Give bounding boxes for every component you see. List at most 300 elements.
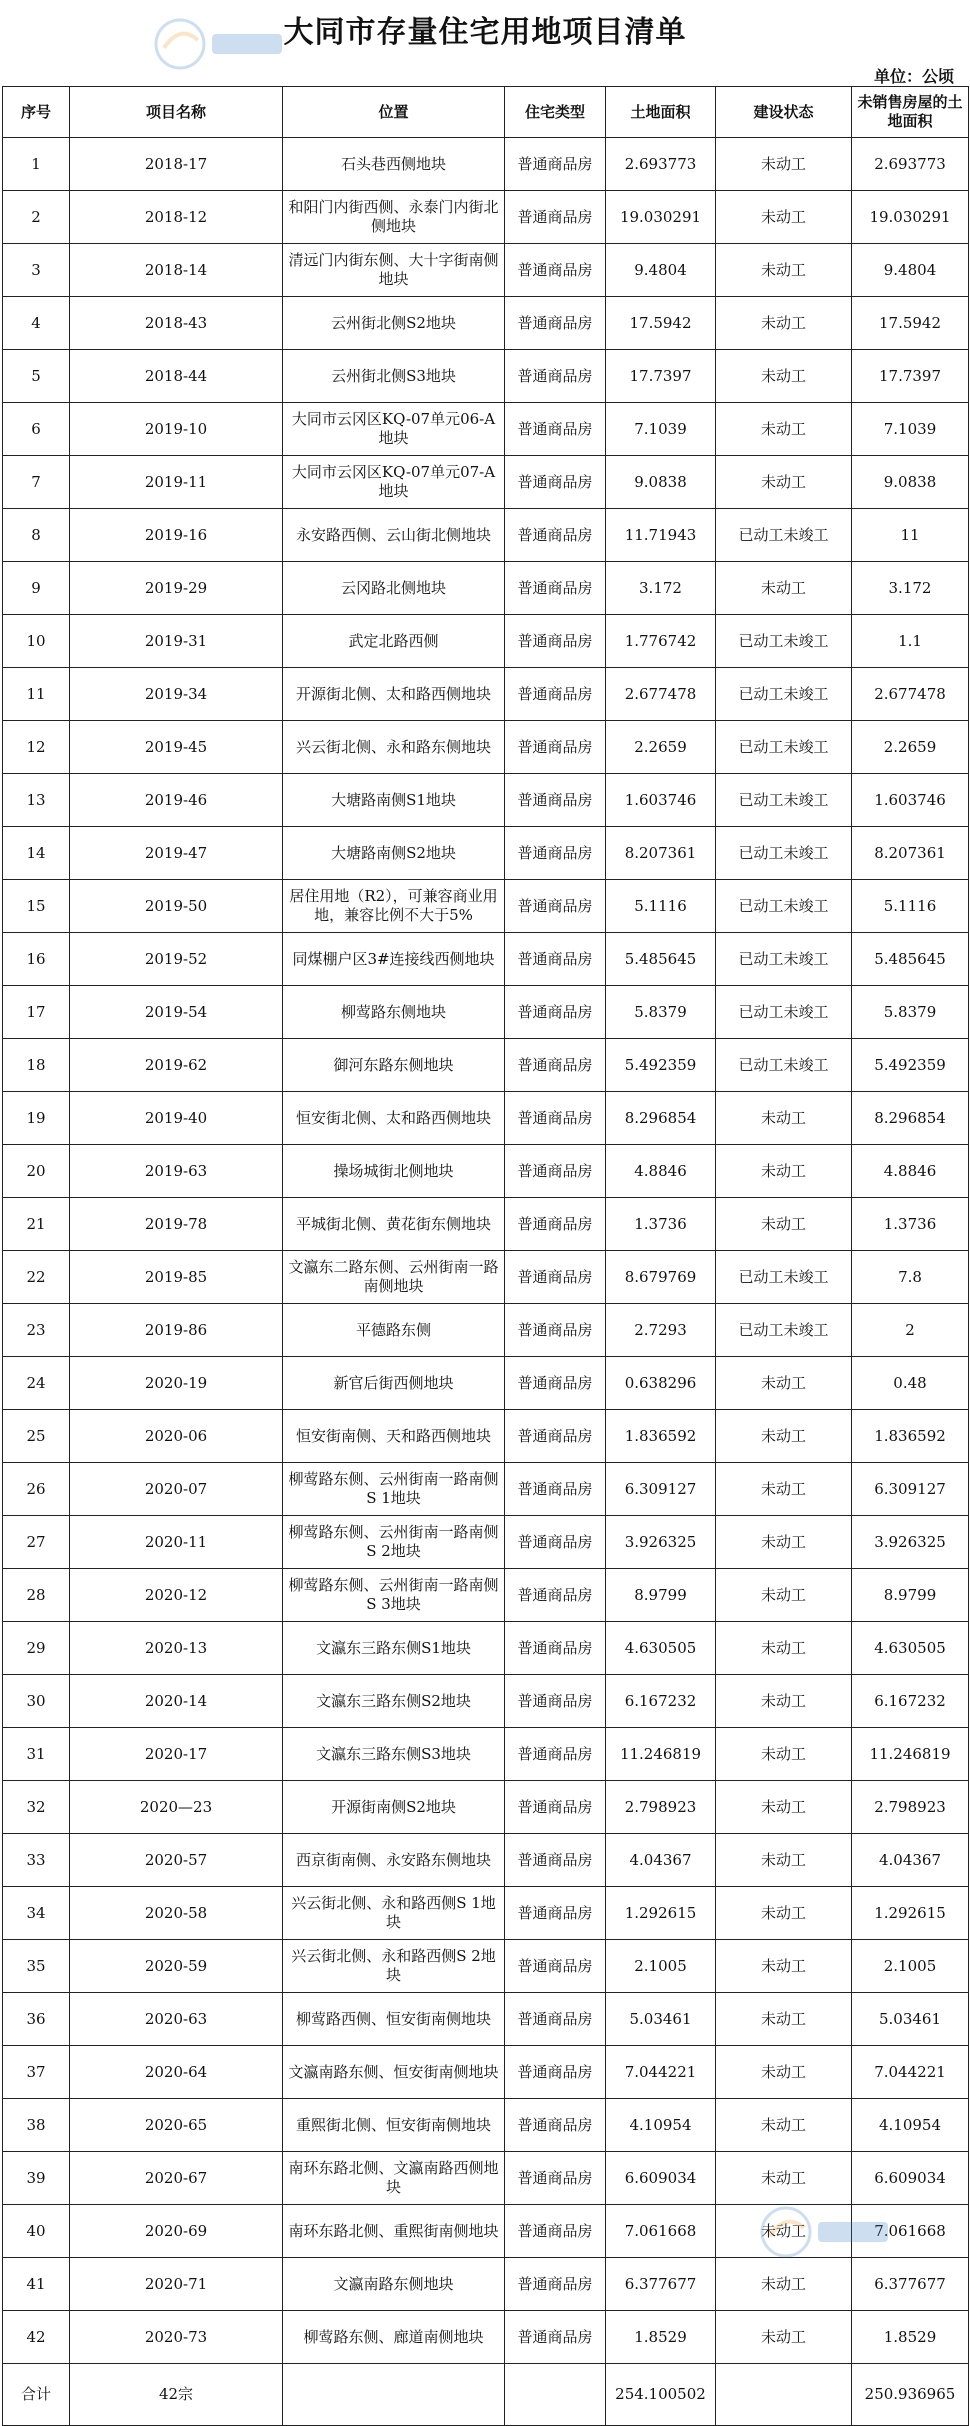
- cell-unsold: 17.7397: [852, 350, 969, 403]
- cell-unsold: 4.04367: [852, 1834, 969, 1887]
- cell-location: 文瀛东三路东侧S1地块: [283, 1622, 505, 1675]
- cell-location: 清远门内街东侧、大十字街南侧地块: [283, 244, 505, 297]
- cell-unsold: 1.8529: [852, 2311, 969, 2364]
- cell-unsold: 8.9799: [852, 1569, 969, 1622]
- table-row: [3, 2046, 969, 2099]
- cell-status: 未动工: [716, 1357, 852, 1410]
- cell-location: 柳莺路东侧地块: [283, 986, 505, 1039]
- cell-unsold: 2.677478: [852, 668, 969, 721]
- cell-area: 9.0838: [606, 456, 716, 509]
- cell-location: 恒安街南侧、天和路西侧地块: [283, 1410, 505, 1463]
- table-row: [3, 827, 969, 880]
- cell-project: 2020-17: [70, 1728, 283, 1781]
- cell-unsold: 17.5942: [852, 297, 969, 350]
- cell-area: 2.1005: [606, 1940, 716, 1993]
- cell-unsold: 6.377677: [852, 2258, 969, 2311]
- cell-area: 9.4804: [606, 244, 716, 297]
- cell-unsold: 7.061668: [852, 2205, 969, 2258]
- cell-type: 普通商品房: [505, 191, 606, 244]
- cell-area: 1.776742: [606, 615, 716, 668]
- total-location: [283, 2364, 505, 2426]
- cell-location: 文瀛南路东侧、恒安街南侧地块: [283, 2046, 505, 2099]
- cell-area: 17.5942: [606, 297, 716, 350]
- cell-project: 2019-46: [70, 774, 283, 827]
- cell-index: 17: [3, 986, 70, 1039]
- cell-unsold: 4.630505: [852, 1622, 969, 1675]
- table-row: [3, 2205, 969, 2258]
- table-row: [3, 1357, 969, 1410]
- table-row: [3, 1463, 969, 1516]
- cell-project: 2018-43: [70, 297, 283, 350]
- cell-area: 19.030291: [606, 191, 716, 244]
- cell-type: 普通商品房: [505, 1940, 606, 1993]
- table-row: [3, 1410, 969, 1463]
- cell-status: 未动工: [716, 1463, 852, 1516]
- cell-area: 2.677478: [606, 668, 716, 721]
- cell-unsold: 4.10954: [852, 2099, 969, 2152]
- cell-project: 2019-47: [70, 827, 283, 880]
- cell-project: 2019-78: [70, 1198, 283, 1251]
- cell-unsold: 7.8: [852, 1251, 969, 1304]
- cell-location: 兴云街北侧、永和路东侧地块: [283, 721, 505, 774]
- cell-index: 38: [3, 2099, 70, 2152]
- cell-area: 8.207361: [606, 827, 716, 880]
- table-row: [3, 1569, 969, 1622]
- cell-status: 未动工: [716, 297, 852, 350]
- cell-status: 未动工: [716, 1092, 852, 1145]
- cell-status: 未动工: [716, 456, 852, 509]
- cell-project: 2019-50: [70, 880, 283, 933]
- cell-unsold: 7.1039: [852, 403, 969, 456]
- cell-project: 2020-71: [70, 2258, 283, 2311]
- cell-type: 普通商品房: [505, 1357, 606, 1410]
- cell-location: 开源街北侧、太和路西侧地块: [283, 668, 505, 721]
- cell-project: 2020-12: [70, 1569, 283, 1622]
- cell-status: 未动工: [716, 1887, 852, 1940]
- cell-type: 普通商品房: [505, 138, 606, 191]
- cell-unsold: 6.167232: [852, 1675, 969, 1728]
- cell-project: 2020-13: [70, 1622, 283, 1675]
- cell-index: 19: [3, 1092, 70, 1145]
- cell-area: 6.309127: [606, 1463, 716, 1516]
- cell-location: 云州街北侧S3地块: [283, 350, 505, 403]
- cell-project: 2020-14: [70, 1675, 283, 1728]
- cell-project: 2020-64: [70, 2046, 283, 2099]
- unit-label: 单位：公顷: [873, 67, 954, 86]
- cell-type: 普通商品房: [505, 509, 606, 562]
- cell-area: 8.679769: [606, 1251, 716, 1304]
- cell-location: 大塘路南侧S1地块: [283, 774, 505, 827]
- cell-status: 未动工: [716, 1198, 852, 1251]
- cell-project: 2018-12: [70, 191, 283, 244]
- cell-index: 18: [3, 1039, 70, 1092]
- cell-area: 5.03461: [606, 1993, 716, 2046]
- cell-index: 7: [3, 456, 70, 509]
- cell-location: 开源街南侧S2地块: [283, 1781, 505, 1834]
- cell-project: 2020-67: [70, 2152, 283, 2205]
- cell-type: 普通商品房: [505, 827, 606, 880]
- total-land-area: 254.100502: [606, 2364, 716, 2426]
- cell-location: 同煤棚户区3#连接线西侧地块: [283, 933, 505, 986]
- cell-project: 2020-59: [70, 1940, 283, 1993]
- cell-project: 2019-31: [70, 615, 283, 668]
- cell-index: 4: [3, 297, 70, 350]
- cell-type: 普通商品房: [505, 297, 606, 350]
- cell-type: 普通商品房: [505, 1304, 606, 1357]
- cell-project: 2019-86: [70, 1304, 283, 1357]
- cell-unsold: 2.1005: [852, 1940, 969, 1993]
- cell-status: 已动工未竣工: [716, 880, 852, 933]
- cell-index: 8: [3, 509, 70, 562]
- cell-status: 未动工: [716, 2205, 852, 2258]
- cell-index: 22: [3, 1251, 70, 1304]
- cell-location: 恒安街北侧、太和路西侧地块: [283, 1092, 505, 1145]
- cell-index: 11: [3, 668, 70, 721]
- cell-status: 已动工未竣工: [716, 1304, 852, 1357]
- table-row: [3, 350, 969, 403]
- cell-index: 36: [3, 1993, 70, 2046]
- cell-index: 42: [3, 2311, 70, 2364]
- cell-location: 兴云街北侧、永和路西侧S 1地块: [283, 1887, 505, 1940]
- table-row: [3, 880, 969, 933]
- cell-unsold: 6.309127: [852, 1463, 969, 1516]
- cell-project: 2019-54: [70, 986, 283, 1039]
- cell-unsold: 8.207361: [852, 827, 969, 880]
- cell-index: 3: [3, 244, 70, 297]
- table-row: [3, 1781, 969, 1834]
- land-table: [2, 86, 969, 2426]
- cell-project: 2020-06: [70, 1410, 283, 1463]
- cell-unsold: 6.609034: [852, 2152, 969, 2205]
- cell-location: 柳莺路东侧、云州街南一路南侧S 3地块: [283, 1569, 505, 1622]
- cell-unsold: 0.48: [852, 1357, 969, 1410]
- cell-location: 南环东路北侧、重熙街南侧地块: [283, 2205, 505, 2258]
- cell-area: 6.609034: [606, 2152, 716, 2205]
- cell-area: 7.1039: [606, 403, 716, 456]
- cell-status: 已动工未竣工: [716, 933, 852, 986]
- cell-location: 大同市云冈区KQ-07单元06-A地块: [283, 403, 505, 456]
- table-row: [3, 1145, 969, 1198]
- cell-status: 未动工: [716, 2258, 852, 2311]
- cell-area: 4.8846: [606, 1145, 716, 1198]
- cell-index: 41: [3, 2258, 70, 2311]
- cell-project: 2019-63: [70, 1145, 283, 1198]
- cell-location: 南环东路北侧、文瀛南路西侧地块: [283, 2152, 505, 2205]
- cell-index: 39: [3, 2152, 70, 2205]
- cell-project: 2020-07: [70, 1463, 283, 1516]
- cell-unsold: 5.03461: [852, 1993, 969, 2046]
- table-row: [3, 191, 969, 244]
- cell-unsold: 1.1: [852, 615, 969, 668]
- cell-project: 2018-17: [70, 138, 283, 191]
- cell-status: 未动工: [716, 350, 852, 403]
- total-row: [3, 2364, 969, 2426]
- header-type: 住宅类型: [505, 87, 606, 138]
- cell-status: 已动工未竣工: [716, 986, 852, 1039]
- header-row: [3, 87, 969, 138]
- cell-status: 已动工未竣工: [716, 1251, 852, 1304]
- cell-project: 2020-58: [70, 1887, 283, 1940]
- cell-index: 33: [3, 1834, 70, 1887]
- cell-location: 大同市云冈区KQ-07单元07-A地块: [283, 456, 505, 509]
- header-project: 项目名称: [70, 87, 283, 138]
- cell-project: 2020—23: [70, 1781, 283, 1834]
- cell-type: 普通商品房: [505, 2205, 606, 2258]
- cell-type: 普通商品房: [505, 1410, 606, 1463]
- cell-location: 柳莺路西侧、恒安街南侧地块: [283, 1993, 505, 2046]
- cell-area: 8.296854: [606, 1092, 716, 1145]
- table-row: [3, 1993, 969, 2046]
- cell-type: 普通商品房: [505, 880, 606, 933]
- cell-area: 1.3736: [606, 1198, 716, 1251]
- cell-project: 2020-65: [70, 2099, 283, 2152]
- cell-index: 24: [3, 1357, 70, 1410]
- cell-index: 15: [3, 880, 70, 933]
- cell-type: 普通商品房: [505, 1622, 606, 1675]
- cell-type: 普通商品房: [505, 933, 606, 986]
- header-area: 土地面积: [606, 87, 716, 138]
- cell-project: 2019-52: [70, 933, 283, 986]
- cell-location: 操场城街北侧地块: [283, 1145, 505, 1198]
- table-row: [3, 1728, 969, 1781]
- cell-status: 未动工: [716, 1622, 852, 1675]
- cell-index: 32: [3, 1781, 70, 1834]
- table-row: [3, 774, 969, 827]
- cell-type: 普通商品房: [505, 1993, 606, 2046]
- table-row: [3, 1092, 969, 1145]
- cell-index: 5: [3, 350, 70, 403]
- cell-project: 2019-45: [70, 721, 283, 774]
- cell-index: 12: [3, 721, 70, 774]
- header-status: 建设状态: [716, 87, 852, 138]
- cell-project: 2020-57: [70, 1834, 283, 1887]
- cell-unsold: 3.172: [852, 562, 969, 615]
- cell-type: 普通商品房: [505, 2311, 606, 2364]
- cell-type: 普通商品房: [505, 2258, 606, 2311]
- cell-area: 4.10954: [606, 2099, 716, 2152]
- table-row: [3, 1251, 969, 1304]
- cell-project: 2018-14: [70, 244, 283, 297]
- cell-type: 普通商品房: [505, 615, 606, 668]
- cell-type: 普通商品房: [505, 1675, 606, 1728]
- cell-type: 普通商品房: [505, 1463, 606, 1516]
- cell-status: 已动工未竣工: [716, 774, 852, 827]
- table-row: [3, 1304, 969, 1357]
- cell-type: 普通商品房: [505, 456, 606, 509]
- cell-type: 普通商品房: [505, 1569, 606, 1622]
- cell-location: 石头巷西侧地块: [283, 138, 505, 191]
- cell-area: 5.492359: [606, 1039, 716, 1092]
- cell-location: 重熙街北侧、恒安街南侧地块: [283, 2099, 505, 2152]
- table-row: [3, 297, 969, 350]
- cell-index: 23: [3, 1304, 70, 1357]
- total-count: 42宗: [70, 2364, 283, 2426]
- cell-type: 普通商品房: [505, 2152, 606, 2205]
- cell-unsold: 1.836592: [852, 1410, 969, 1463]
- cell-type: 普通商品房: [505, 1198, 606, 1251]
- cell-status: 未动工: [716, 2311, 852, 2364]
- cell-project: 2019-16: [70, 509, 283, 562]
- cell-location: 文瀛东三路东侧S2地块: [283, 1675, 505, 1728]
- cell-unsold: 11.246819: [852, 1728, 969, 1781]
- cell-area: 7.061668: [606, 2205, 716, 2258]
- cell-status: 未动工: [716, 1569, 852, 1622]
- cell-status: 已动工未竣工: [716, 827, 852, 880]
- cell-status: 未动工: [716, 2152, 852, 2205]
- table-row: [3, 1940, 969, 1993]
- table-row: [3, 1675, 969, 1728]
- cell-type: 普通商品房: [505, 668, 606, 721]
- cell-location: 和阳门内街西侧、永泰门内街北侧地块: [283, 191, 505, 244]
- header-location: 位置: [283, 87, 505, 138]
- table-row: [3, 1198, 969, 1251]
- cell-unsold: 9.0838: [852, 456, 969, 509]
- total-type: [505, 2364, 606, 2426]
- cell-project: 2019-34: [70, 668, 283, 721]
- cell-unsold: 2.798923: [852, 1781, 969, 1834]
- cell-status: 已动工未竣工: [716, 721, 852, 774]
- cell-unsold: 5.492359: [852, 1039, 969, 1092]
- table-row: [3, 668, 969, 721]
- table-body: [3, 138, 969, 2426]
- cell-location: 文瀛东二路东侧、云州街南一路南侧地块: [283, 1251, 505, 1304]
- total-unsold-area: 250.936965: [852, 2364, 969, 2426]
- cell-area: 1.836592: [606, 1410, 716, 1463]
- cell-index: 35: [3, 1940, 70, 1993]
- cell-location: 居住用地（R2），可兼容商业用地，兼容比例不大于5%: [283, 880, 505, 933]
- cell-status: 已动工未竣工: [716, 1039, 852, 1092]
- cell-area: 1.603746: [606, 774, 716, 827]
- cell-index: 30: [3, 1675, 70, 1728]
- cell-unsold: 3.926325: [852, 1516, 969, 1569]
- cell-project: 2019-10: [70, 403, 283, 456]
- cell-location: 武定北路西侧: [283, 615, 505, 668]
- cell-location: 兴云街北侧、永和路西侧S 2地块: [283, 1940, 505, 1993]
- cell-index: 26: [3, 1463, 70, 1516]
- cell-area: 17.7397: [606, 350, 716, 403]
- cell-project: 2020-19: [70, 1357, 283, 1410]
- cell-status: 未动工: [716, 1993, 852, 2046]
- cell-area: 5.1116: [606, 880, 716, 933]
- cell-type: 普通商品房: [505, 1887, 606, 1940]
- cell-location: 永安路西侧、云山街北侧地块: [283, 509, 505, 562]
- table-row: [3, 2311, 969, 2364]
- cell-location: 御河东路东侧地块: [283, 1039, 505, 1092]
- cell-project: 2019-85: [70, 1251, 283, 1304]
- cell-unsold: 1.3736: [852, 1198, 969, 1251]
- cell-project: 2019-11: [70, 456, 283, 509]
- cell-unsold: 4.8846: [852, 1145, 969, 1198]
- table-row: [3, 1887, 969, 1940]
- cell-unsold: 7.044221: [852, 2046, 969, 2099]
- cell-area: 6.167232: [606, 1675, 716, 1728]
- cell-location: 西京街南侧、永安路东侧地块: [283, 1834, 505, 1887]
- cell-index: 6: [3, 403, 70, 456]
- cell-type: 普通商品房: [505, 2099, 606, 2152]
- cell-project: 2020-73: [70, 2311, 283, 2364]
- cell-index: 1: [3, 138, 70, 191]
- cell-location: 大塘路南侧S2地块: [283, 827, 505, 880]
- cell-area: 6.377677: [606, 2258, 716, 2311]
- cell-area: 1.8529: [606, 2311, 716, 2364]
- cell-status: 未动工: [716, 1410, 852, 1463]
- table-row: [3, 933, 969, 986]
- cell-unsold: 1.292615: [852, 1887, 969, 1940]
- cell-index: 27: [3, 1516, 70, 1569]
- cell-unsold: 5.485645: [852, 933, 969, 986]
- cell-type: 普通商品房: [505, 721, 606, 774]
- cell-type: 普通商品房: [505, 986, 606, 1039]
- cell-project: 2018-44: [70, 350, 283, 403]
- cell-project: 2019-62: [70, 1039, 283, 1092]
- cell-type: 普通商品房: [505, 1039, 606, 1092]
- cell-location: 平城街北侧、黄花街东侧地块: [283, 1198, 505, 1251]
- table-row: [3, 2099, 969, 2152]
- cell-area: 2.7293: [606, 1304, 716, 1357]
- cell-type: 普通商品房: [505, 350, 606, 403]
- cell-unsold: 11: [852, 509, 969, 562]
- cell-index: 10: [3, 615, 70, 668]
- cell-status: 未动工: [716, 2046, 852, 2099]
- cell-index: 31: [3, 1728, 70, 1781]
- table-row: [3, 1516, 969, 1569]
- header-unsold: 未销售房屋的土地面积: [852, 87, 969, 138]
- cell-location: 柳莺路东侧、廊道南侧地块: [283, 2311, 505, 2364]
- table-row: [3, 509, 969, 562]
- cell-unsold: 1.603746: [852, 774, 969, 827]
- total-status: [716, 2364, 852, 2426]
- cell-index: 25: [3, 1410, 70, 1463]
- cell-project: 2019-40: [70, 1092, 283, 1145]
- cell-type: 普通商品房: [505, 562, 606, 615]
- page-title: 大同市存量住宅用地项目清单: [283, 15, 687, 50]
- cell-status: 未动工: [716, 1781, 852, 1834]
- cell-project: 2020-11: [70, 1516, 283, 1569]
- table-row: [3, 986, 969, 1039]
- cell-type: 普通商品房: [505, 1251, 606, 1304]
- cell-status: 未动工: [716, 1516, 852, 1569]
- cell-unsold: 19.030291: [852, 191, 969, 244]
- cell-unsold: 2: [852, 1304, 969, 1357]
- cell-unsold: 2.693773: [852, 138, 969, 191]
- cell-index: 13: [3, 774, 70, 827]
- cell-index: 21: [3, 1198, 70, 1251]
- cell-index: 37: [3, 2046, 70, 2099]
- table-row: [3, 403, 969, 456]
- cell-type: 普通商品房: [505, 1781, 606, 1834]
- cell-location: 云冈路北侧地块: [283, 562, 505, 615]
- table-row: [3, 138, 969, 191]
- cell-area: 2.693773: [606, 138, 716, 191]
- cell-unsold: 8.296854: [852, 1092, 969, 1145]
- cell-location: 文瀛南路东侧地块: [283, 2258, 505, 2311]
- cell-status: 未动工: [716, 244, 852, 297]
- cell-type: 普通商品房: [505, 2046, 606, 2099]
- cell-index: 28: [3, 1569, 70, 1622]
- cell-area: 2.798923: [606, 1781, 716, 1834]
- cell-status: 未动工: [716, 191, 852, 244]
- cell-status: 已动工未竣工: [716, 509, 852, 562]
- cell-location: 柳莺路东侧、云州街南一路南侧S 2地块: [283, 1516, 505, 1569]
- cell-type: 普通商品房: [505, 774, 606, 827]
- cell-area: 8.9799: [606, 1569, 716, 1622]
- total-label: 合计: [3, 2364, 70, 2426]
- table-row: [3, 1622, 969, 1675]
- cell-type: 普通商品房: [505, 1145, 606, 1198]
- cell-project: 2020-63: [70, 1993, 283, 2046]
- cell-area: 5.485645: [606, 933, 716, 986]
- cell-status: 未动工: [716, 1675, 852, 1728]
